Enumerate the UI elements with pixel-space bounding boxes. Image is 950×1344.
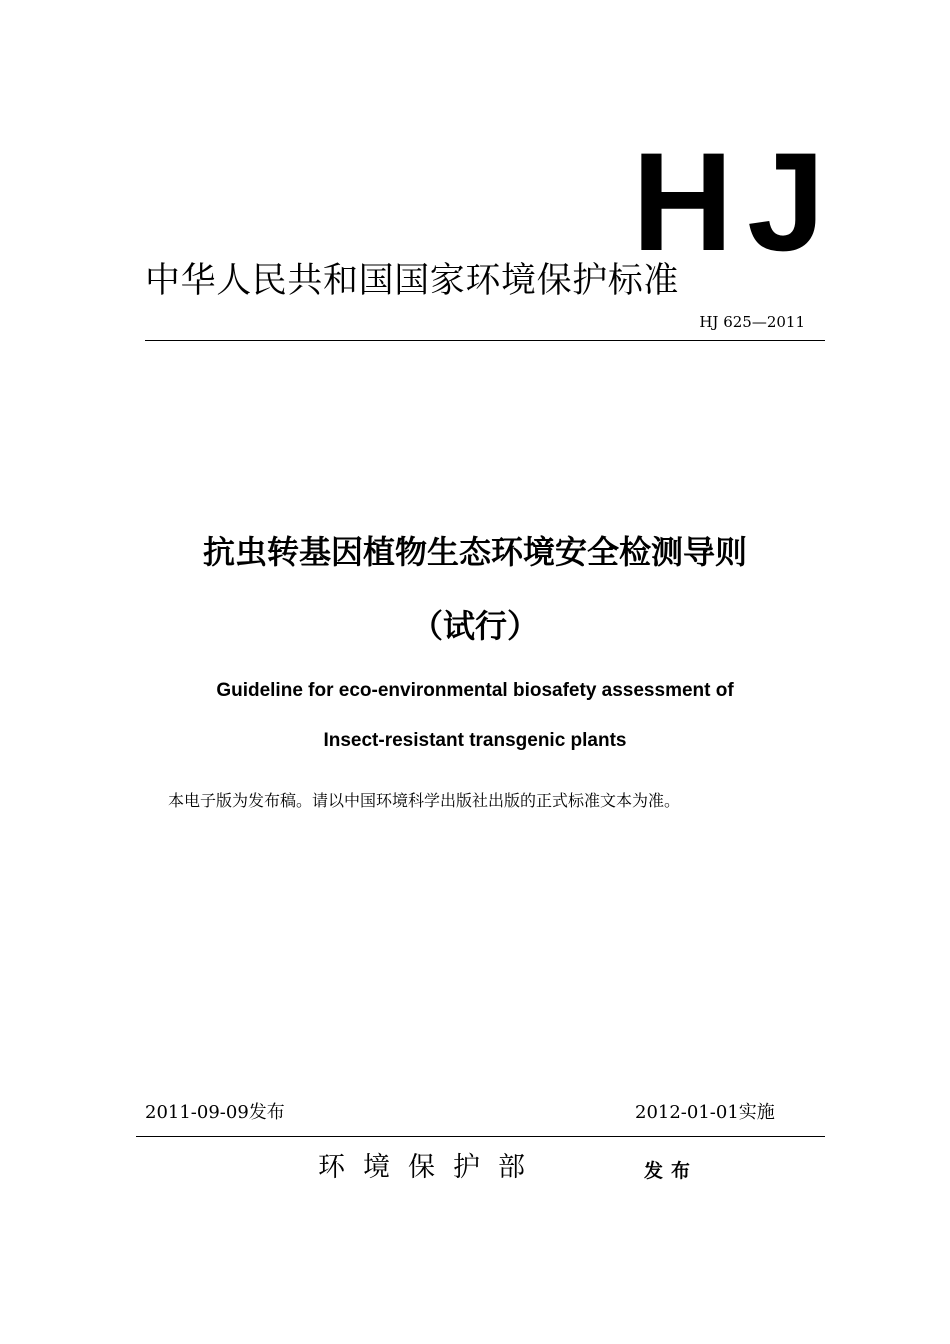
issue-label: 发布 [644,1160,699,1182]
standard-number: HJ 625—2011 [699,313,805,331]
english-title-line-2: Insect-resistant transgenic plants [323,730,627,751]
issue-date: 2011-09-09发布 [145,1102,285,1123]
document-subtitle: （试行） [410,607,539,645]
publication-notice: 本电子版为发布稿。请以中国环境科学出版社出版的正式标准文本为准。 [168,791,681,810]
standard-series-title: 中华人民共和国国家环境保护标准 [145,261,680,301]
document-title: 抗虫转基因植物生态环境安全检测导则 [202,533,747,571]
footer-divider [136,1136,825,1137]
hj-logo: HJ [632,123,839,280]
issuing-authority: 环境保护部 [318,1152,543,1183]
effective-date: 2012-01-01实施 [635,1102,775,1123]
header-divider [145,340,825,341]
english-title-line-1: Guideline for eco-environmental biosafety assessment of [216,680,734,701]
